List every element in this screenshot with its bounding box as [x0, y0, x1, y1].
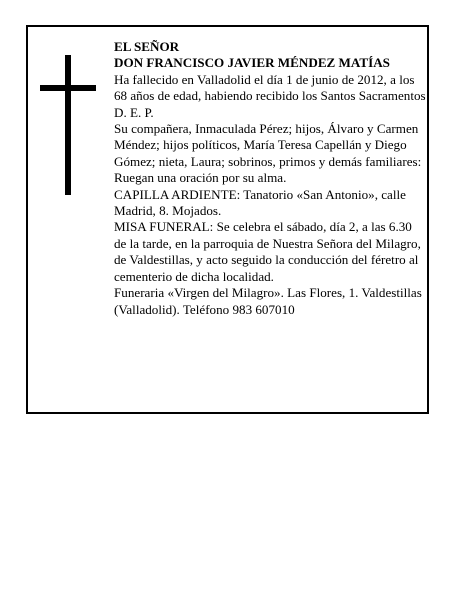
mass-info: MISA FUNERAL: Se celebra el sábado, día 2, a las 6.30 de la tarde, en la parroquia de Nuestra Señora del Milagro, de Valdestillas, y acto seguido la conducción del féretro al cementerio de dicha localidad.	[114, 219, 421, 284]
cross-horizontal-bar	[40, 85, 96, 91]
obituary-notice	[26, 25, 429, 414]
death-statement: Ha fallecido en Valladolid el día 1 de junio de 2012, a los 68 años de edad, habiendo recibido los Santos Sacramentos	[114, 71, 426, 104]
family-list: Su compañera, Inmaculada Pérez; hijos, Álvaro y Carmen Méndez; hijos políticos, María Teresa Capellán y Diego Gómez; nieta, Laura; sobrinos, primos y demás familiares:	[114, 121, 422, 169]
notice-text	[114, 39, 426, 318]
dep-line: D. E. P.	[114, 104, 154, 120]
cross-vertical-bar	[65, 55, 71, 195]
cross-icon	[40, 55, 96, 195]
funeral-home-info: Funeraria «Virgen del Milagro». Las Flores, 1. Valdestillas (Valladolid). Teléfono 983 607010	[114, 285, 422, 317]
chapel-info: CAPILLA ARDIENTE: Tanatorio «San Antonio», calle Madrid, 8. Mojados.	[114, 186, 406, 219]
deceased-name: DON FRANCISCO JAVIER MÉNDEZ MATÍAS	[114, 55, 390, 71]
honorific: EL SEÑOR	[114, 39, 180, 54]
prayer-request: Ruegan una oración por su alma.	[114, 170, 287, 186]
